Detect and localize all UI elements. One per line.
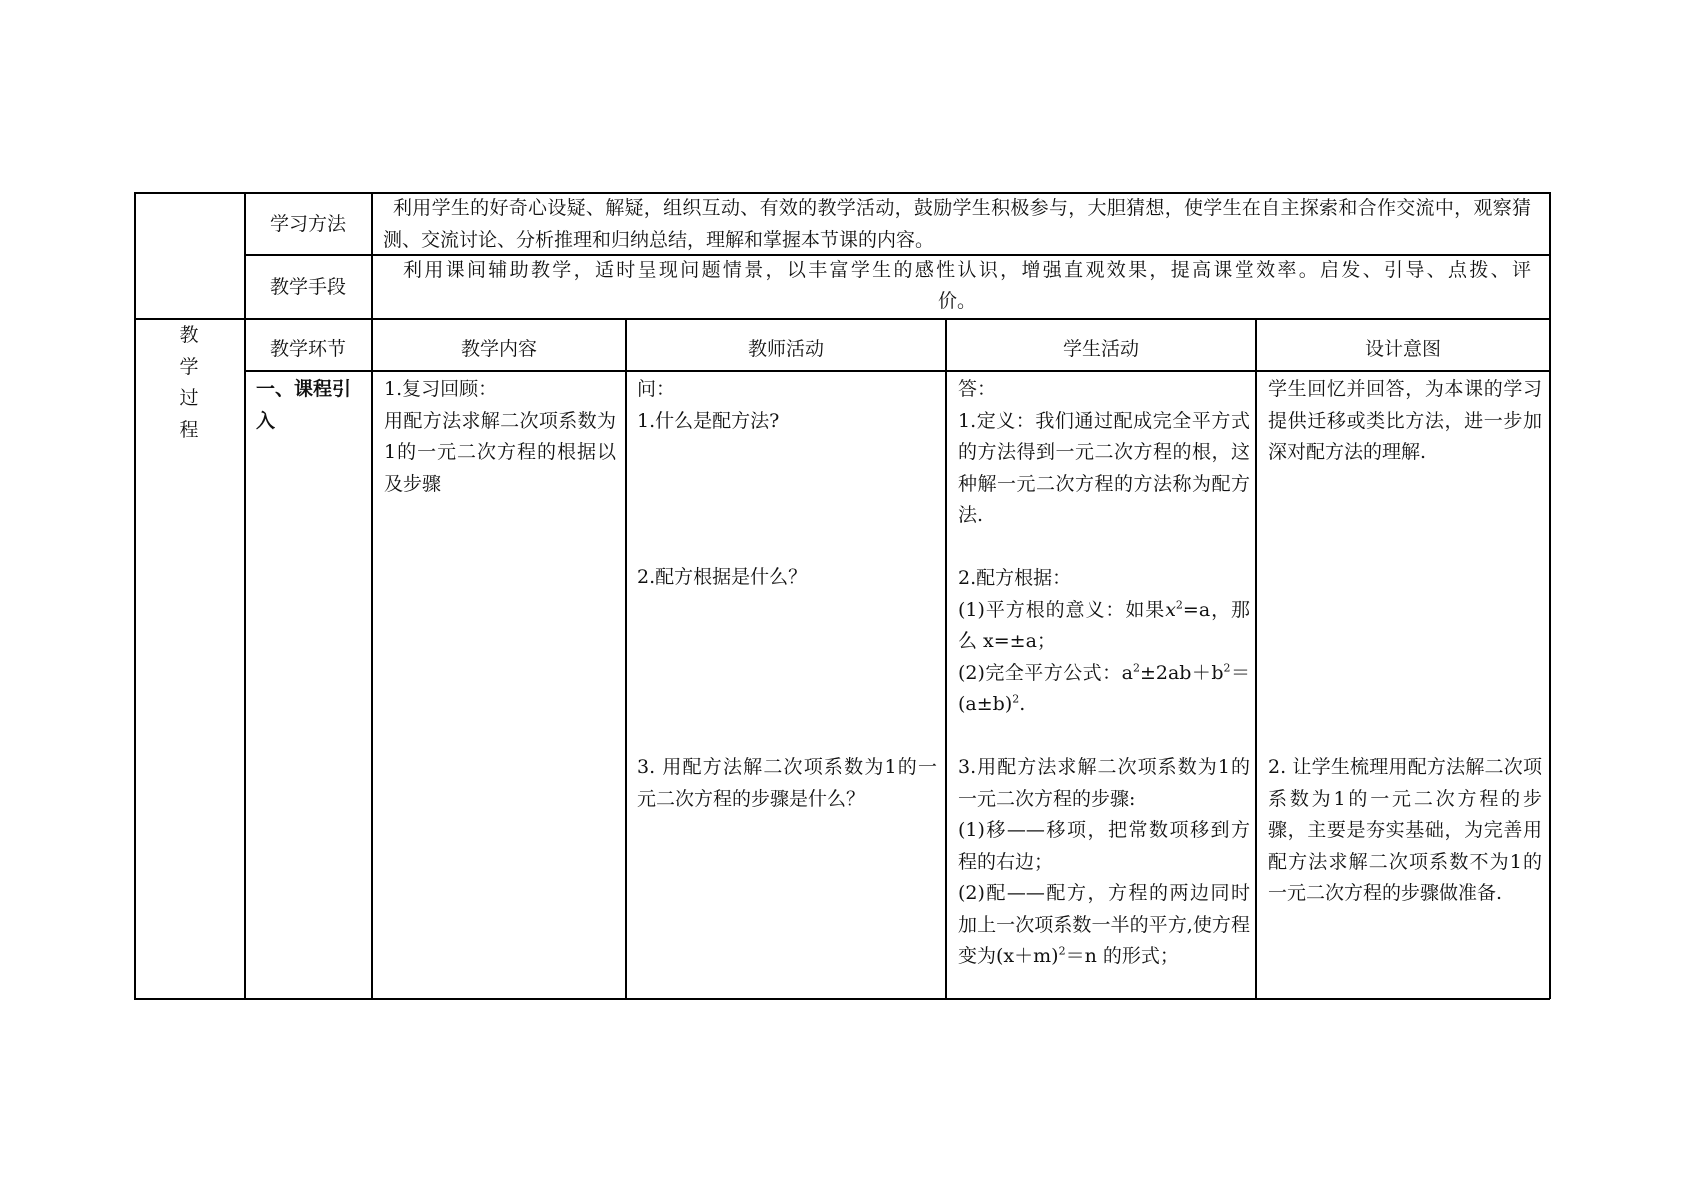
student-a1: 1.定义：我们通过配成完全平方式的方法得到一元二次方程的根，这种解一元二次方程的方法称为配方法. — [958, 409, 1250, 526]
student-a2-1-text: (1)平方根的意义：如果 — [958, 598, 1166, 621]
stage-course-intro: 一、课程引入 — [256, 378, 352, 432]
student-activity-cell — [958, 374, 1250, 973]
table-bottom-border — [134, 998, 1550, 1000]
student-a3-2-a: (2)配——配方，方程的两边同时加上一次项系数一半的平方,使方程变为(x＋m) — [958, 882, 1250, 967]
table-left-border — [134, 192, 136, 999]
section-label-teaching-process — [174, 320, 204, 446]
student-a2-2-b: ±2ab＋b — [1139, 661, 1224, 684]
teacher-q1: 1.什么是配方法? — [637, 409, 780, 432]
student-a2-2: (2)完全平方公式：$a^2\pm 2ab+b^2=(a\pm b)^2$. — [958, 661, 1250, 715]
row-divider-3 — [244, 370, 1550, 372]
teacher-activity-cell — [637, 374, 937, 437]
content-review-title: 1.复习回顾： — [384, 378, 498, 400]
teacher-q3: 3. 用配方法解二次项系数为1的一元二次方程的步骤是什么？ — [637, 756, 937, 810]
teaching-means-content: 利用课间辅助教学，适时呈现问题情景，以丰富学生的感性认识，增强直观效果，提高课堂效率。启发、引导、点拨、评 — [403, 259, 1531, 281]
student-a2-2-d: . — [1019, 693, 1026, 715]
student-a3-1: (1)移——移项，把常数项移到方程的右边； — [958, 819, 1250, 873]
student-a2-2-c: ＝(a±b) — [958, 661, 1250, 715]
header-student-activity: 学生活动 — [1062, 338, 1139, 360]
spacer — [958, 532, 1250, 564]
row-divider-2 — [134, 318, 1550, 320]
student-a2-1-text-b: =a，那么 x=±a； — [958, 598, 1251, 652]
section-label-char: 程 — [179, 418, 199, 441]
col-divider-5 — [1255, 318, 1257, 999]
col-divider-1 — [244, 192, 246, 999]
teacher-q2-block — [637, 562, 937, 594]
design-intent-2: 2. 让学生梳理用配方法解二次项系数为1的一元二次方程的步骤，主要是夯实基础，为完善用配方法求解二次项系数不为1的一元二次方程的步骤做准备. — [1268, 756, 1542, 904]
student-a3-2: (2)配——配方，方程的两边同时加上一次项系数一半的平方,使方程变为$(x+m)^2=n$ 的形式； — [958, 882, 1250, 967]
teaching-means-text — [383, 255, 1531, 287]
teaching-means-tail: 价。 — [937, 290, 976, 312]
student-a2-title: 2.配方根据： — [958, 567, 1072, 589]
teacher-q3-block — [637, 752, 937, 815]
teaching-means-label: 教学手段 — [269, 276, 346, 298]
content-review-text: 用配方法求解二次项系数为1的一元二次方程的根据以及步骤 — [384, 409, 616, 495]
study-method-text: 利用学生的好奇心设疑、解疑，组织互动、有效的教学活动，鼓励学生积极参与，大胆猜想，使学生在自主探索和合作交流中，观察猜测、交流讨论、分析推理和归纳总结，理解和掌握本节课的内容。 — [383, 197, 1531, 251]
student-a2-1: (1)平方根的意义：如果$x^2=a$，那么 x=±a； — [958, 598, 1251, 652]
study-method-label: 学习方法 — [269, 213, 346, 235]
teacher-q2: 2.配方根据是什么？ — [637, 566, 808, 588]
col-divider-4 — [945, 318, 947, 999]
student-a2-2-a: (2)完全平方公式：a — [958, 661, 1133, 684]
design-intent-1: 学生回忆并回答，为本课的学习提供迁移或类比方法，进一步加深对配方法的理解. — [1268, 378, 1542, 463]
header-teaching-stage: 教学环节 — [269, 338, 346, 360]
col-divider-2 — [371, 192, 373, 999]
col-divider-3 — [625, 318, 627, 999]
section-label-char: 教 — [179, 324, 199, 346]
section-label-char: 过 — [179, 387, 199, 409]
spacer — [958, 721, 1250, 753]
teaching-means-line — [383, 255, 1531, 287]
student-a3-2-b: ＝n 的形式； — [1065, 945, 1179, 967]
header-teaching-content: 教学内容 — [460, 338, 537, 360]
header-teacher-activity: 教师活动 — [747, 338, 824, 360]
content-cell — [384, 374, 616, 500]
student-a-intro: 答： — [958, 378, 997, 400]
student-a3-title: 3.用配方法求解二次项系数为1的一元二次方程的步骤: — [958, 756, 1250, 810]
table-right-border — [1549, 192, 1551, 999]
teacher-q-intro: 问： — [637, 378, 676, 400]
section-label-char: 学 — [179, 355, 199, 378]
design-intent-block-2 — [1268, 752, 1542, 910]
design-intent-cell — [1268, 374, 1542, 469]
header-design-intent: 设计意图 — [1364, 338, 1441, 360]
